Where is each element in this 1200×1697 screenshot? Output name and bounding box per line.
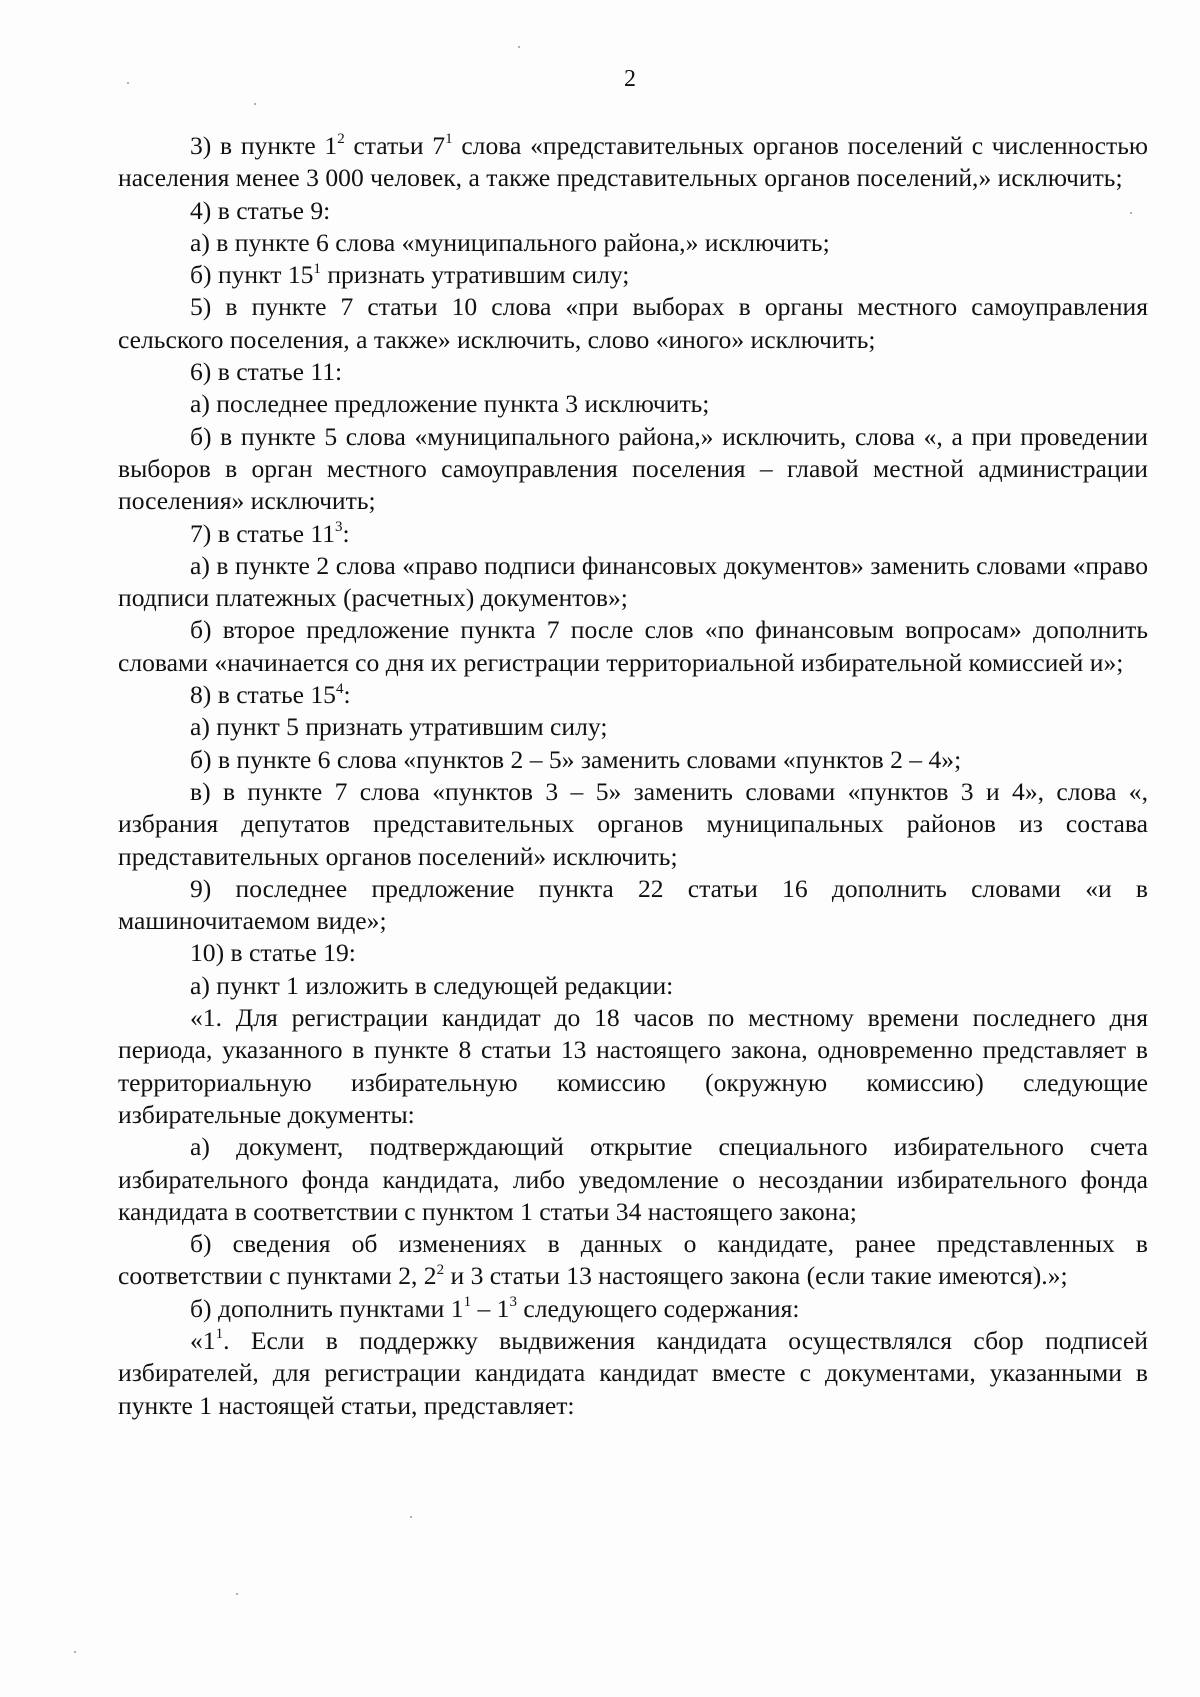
paragraph-text: б) в пункте 5 слова «муниципального района,» исключить, слова «, а при проведении выборов в орган местного самоуправления поселения – главой местной администрации поселения» исключить; <box>118 421 1148 516</box>
superscript-index: 1 <box>463 1294 472 1311</box>
paragraph <box>118 614 1148 679</box>
paragraph-text: 6) в статье 11: <box>190 357 343 387</box>
superscript-index: 1 <box>215 1326 224 1343</box>
paragraph <box>118 937 1148 969</box>
paragraph <box>118 421 1148 518</box>
paragraph <box>118 1325 1148 1422</box>
superscript-index: 3 <box>509 1294 517 1311</box>
paragraph-text: 3) в пункте 1 <box>190 131 338 160</box>
paragraph <box>118 711 1148 743</box>
superscript-index: 1 <box>313 260 321 277</box>
paragraph-text: : <box>342 518 350 548</box>
paragraph <box>118 259 1148 291</box>
paragraph-text: слова «представительных органов поселений с численностью населения менее 3 000 человек, а также представительных органов поселений,» исключить; <box>118 131 1149 193</box>
paragraph <box>118 970 1148 1002</box>
superscript-index: 2 <box>337 131 345 148</box>
superscript-index: 2 <box>436 1261 445 1278</box>
paragraph-text: б) пункт 15 <box>190 260 314 290</box>
paragraph <box>118 518 1148 550</box>
paragraph <box>118 356 1148 388</box>
paragraph-text: следующего содержания: <box>516 1293 800 1323</box>
paragraph <box>118 679 1148 711</box>
paragraph <box>118 1131 1148 1228</box>
document-body <box>118 130 1148 1422</box>
superscript-index: 4 <box>335 680 344 697</box>
paragraph-text: 10) в статье 19: <box>190 938 356 968</box>
scan-speck <box>127 82 129 84</box>
paragraph-text: «1. Для регистрации кандидат до 18 часов по местному времени последнего дня периода, указанного в пункте 8 статьи 13 настоящего закона, одновременно представляет в территориальную избирательную комиссию (окружную комиссию) следующие избирательные документы: <box>118 1003 1148 1129</box>
scan-speck <box>74 1651 76 1653</box>
scan-speck <box>1130 212 1132 214</box>
scan-speck <box>254 103 256 105</box>
paragraph-text: в) в пункте 7 слова «пунктов 3 – 5» заменить словами «пунктов 3 и 4», слова «, избрания депутатов представительных органов муниципальных районов из состава представительных органов поселений» исключить; <box>118 776 1148 871</box>
paragraph-text: . Если в поддержку выдвижения кандидата осуществлялся сбор подписей избирателей, для регистрации кандидата кандидат вместе с документами, указанными в пункте 1 настоящей статьи, представляет: <box>118 1325 1148 1420</box>
paragraph-text: а) последнее предложение пункта 3 исключить; <box>190 389 710 419</box>
paragraph-text: а) пункт 5 признать утратившим силу; <box>190 712 608 742</box>
paragraph <box>118 291 1148 356</box>
superscript-index: 3 <box>335 519 343 536</box>
paragraph-text: б) сведения об изменениях в данных о кандидате, ранее представленных в соответствии с пунктами 2, 2 <box>118 1229 1148 1291</box>
paragraph <box>118 550 1148 615</box>
paragraph-text: «1 <box>190 1325 216 1355</box>
paragraph-text: а) в пункте 6 слова «муниципального района,» исключить; <box>190 227 830 257</box>
paragraph-text: б) дополнить пунктами 1 <box>190 1293 464 1323</box>
paragraph-text: б) в пункте 6 слова «пунктов 2 – 5» заменить словами «пунктов 2 – 4»; <box>190 744 962 774</box>
paragraph-text: статьи 7 <box>344 131 446 160</box>
paragraph <box>118 744 1148 776</box>
paragraph-text: 5) в пункте 7 статьи 10 слова «при выборах в органы местного самоуправления сельского поселения, а также» исключить, слово «иного» исключить; <box>118 292 1148 354</box>
paragraph <box>118 388 1148 420</box>
page-number: 2 <box>624 66 636 92</box>
scan-speck <box>518 46 520 48</box>
paragraph-text: 8) в статье 15 <box>190 680 336 710</box>
paragraph <box>118 1228 1148 1293</box>
scan-speck <box>236 1593 238 1595</box>
paragraph-text: а) пункт 1 изложить в следующей редакции: <box>190 970 674 1000</box>
paragraph <box>118 1002 1148 1131</box>
paragraph <box>118 873 1148 938</box>
paragraph-text: а) документ, подтверждающий открытие специального избирательного счета избирательного фонда кандидата, либо уведомление о несоздании избирательного фонда кандидата в соответствии с пунктом 1 статьи 34 настоящего закона; <box>118 1132 1148 1226</box>
paragraph-text: и 3 статьи 13 настоящего закона (если такие имеются).»; <box>444 1261 1068 1291</box>
paragraph-text: а) в пункте 2 слова «право подписи финансовых документов» заменить словами «право подписи платежных (расчетных) документов»; <box>118 550 1148 613</box>
paragraph-text: признать утратившим силу; <box>320 260 630 290</box>
paragraph-text: б) второе предложение пункта 7 после слов «по финансовым вопросам» дополнить словами «начинается со дня их регистрации территориальной избирательной комиссией и»; <box>118 615 1148 677</box>
scan-speck <box>410 1516 412 1518</box>
paragraph <box>118 195 1148 227</box>
paragraph-text: 4) в статье 9: <box>190 195 331 225</box>
paragraph <box>118 776 1148 873</box>
paragraph <box>118 227 1148 259</box>
paragraph <box>118 1293 1148 1325</box>
paragraph-text: 7) в статье 11 <box>190 518 336 548</box>
paragraph-text: – 1 <box>471 1293 510 1323</box>
paragraph-text: 9) последнее предложение пункта 22 статьи 16 дополнить словами «и в машиночитаемом виде»; <box>118 873 1148 936</box>
paragraph-text: : <box>343 680 351 710</box>
paragraph <box>118 130 1148 195</box>
superscript-index: 1 <box>445 131 453 148</box>
